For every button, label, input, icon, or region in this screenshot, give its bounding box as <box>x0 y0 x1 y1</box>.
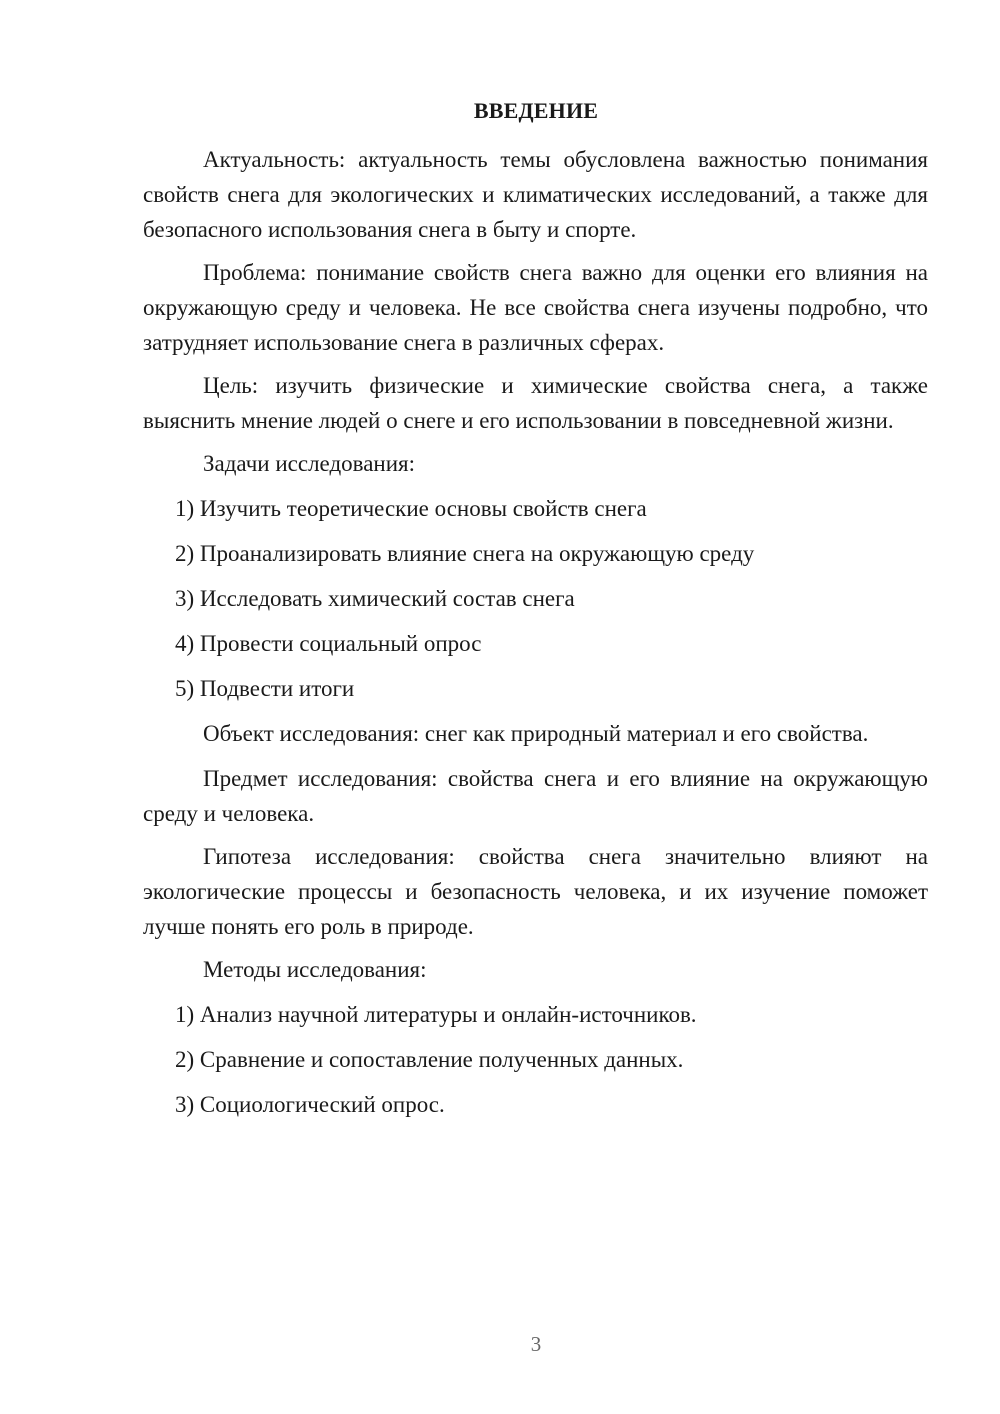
document-body <box>143 142 928 1122</box>
subject-paragraph: Предмет исследования: свойства снега и его влияние на окружающую среду и человека. <box>143 766 928 826</box>
tasks-list <box>143 491 928 706</box>
list-item: 5) Подвести итоги <box>175 676 355 701</box>
list-item: 1) Изучить теоретические основы свойств снега <box>175 496 647 521</box>
object-paragraph: Объект исследования: снег как природный материал и его свойства. <box>203 721 869 746</box>
page-title: ВВЕДЕНИЕ <box>473 98 599 123</box>
methods-list <box>143 997 928 1122</box>
tasks-heading: Задачи исследования: <box>203 451 416 476</box>
problem-paragraph: Проблема: понимание свойств снега важно для оценки его влияния на окружающую среду и человека. Не все свойства снега изучены подробно, что затрудняет использование снега в различных сферах. <box>143 260 928 355</box>
list-item: 2) Сравнение и сопоставление полученных данных. <box>175 1047 684 1072</box>
list-item: 3) Социологический опрос. <box>175 1092 445 1117</box>
methods-heading: Методы исследования: <box>203 957 427 982</box>
goal-paragraph: Цель: изучить физические и химические свойства снега, а также выяснить мнение людей о снеге и его использовании в повседневной жизни. <box>143 373 928 433</box>
list-item: 4) Провести социальный опрос <box>175 631 482 656</box>
list-item: 1) Анализ научной литературы и онлайн-источников. <box>175 1002 697 1027</box>
hypothesis-paragraph: Гипотеза исследования: свойства снега значительно влияют на экологические процессы и безопасность человека, и их изучение поможет лучше понять его роль в природе. <box>143 844 928 939</box>
page-number: 3 <box>530 1332 542 1356</box>
relevance-paragraph: Актуальность: актуальность темы обусловлена важностью понимания свойств снега для экологических и климатических исследований, а также для безопасного использования снега в быту и спорте. <box>143 147 928 242</box>
list-item: 3) Исследовать химический состав снега <box>175 586 575 611</box>
list-item: 2) Проанализировать влияние снега на окружающую среду <box>175 541 755 566</box>
